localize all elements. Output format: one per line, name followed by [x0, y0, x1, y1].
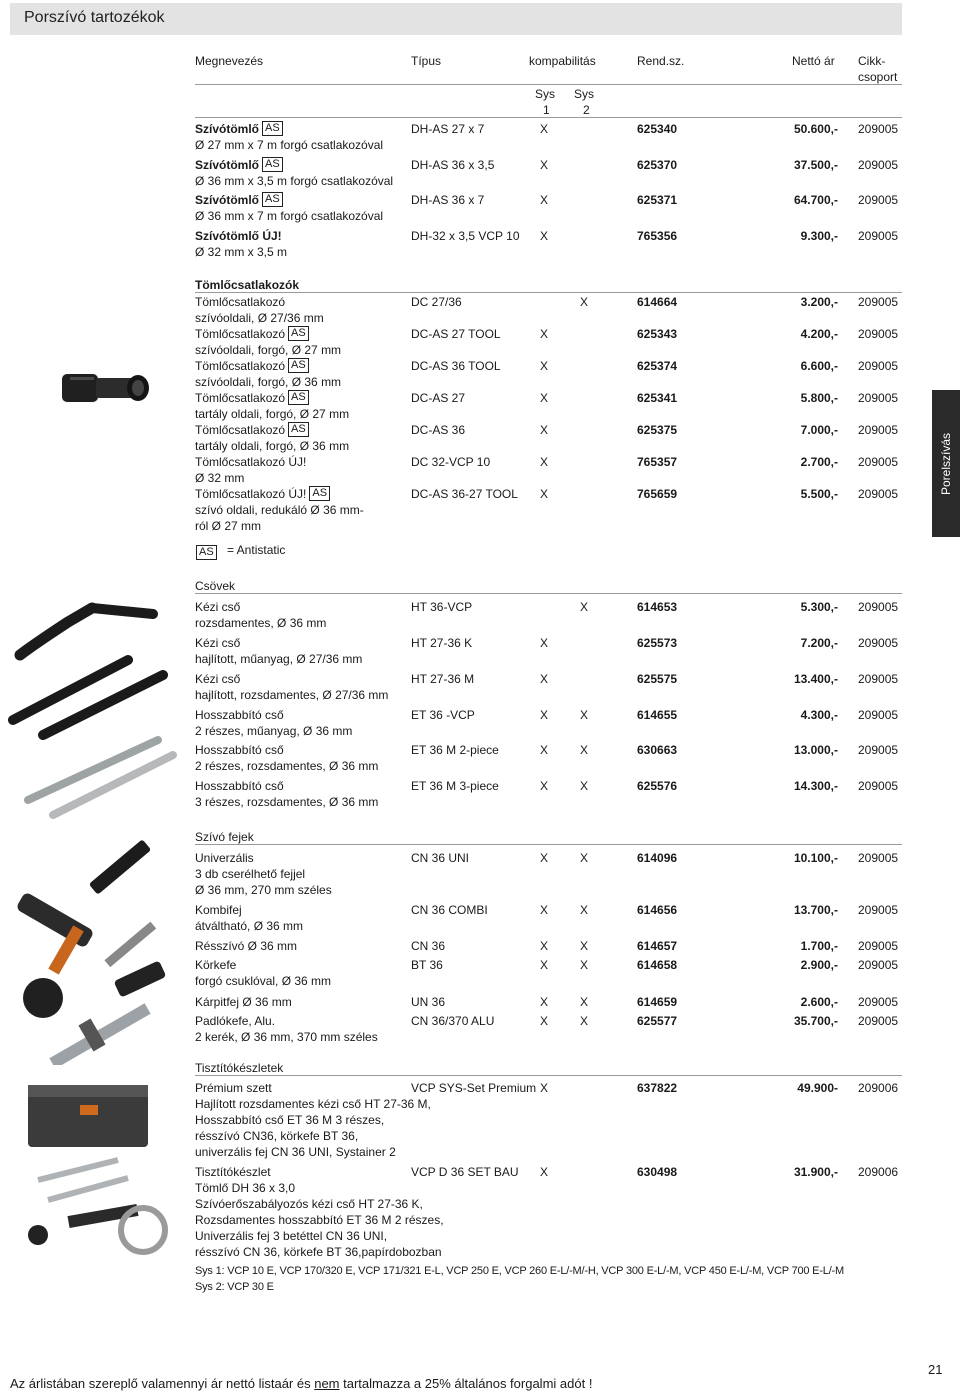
product-name: Univerzális: [195, 851, 254, 865]
sys2-compat-mark: X: [580, 939, 589, 953]
article-group: 209005: [858, 903, 899, 917]
product-description: Ø 27 mm x 7 m forgó csatlakozóval: [195, 138, 384, 152]
net-price: 13.000,-: [793, 743, 838, 757]
sys2-compat-mark: X: [580, 1014, 589, 1028]
order-number: 625371: [637, 193, 678, 207]
article-group: 209005: [858, 743, 899, 757]
set-content-line: Univerzális fej 3 betéttel CN 36 UNI,: [195, 1229, 388, 1243]
net-price: 6.600,-: [800, 359, 838, 373]
product-type: DH-AS 36 x 3,5: [411, 158, 495, 172]
article-group: 209006: [858, 1165, 899, 1179]
product-name: Tömlőcsatlakozó AS: [195, 358, 309, 374]
sys1-compat-mark: X: [540, 423, 549, 437]
article-group: 209005: [858, 672, 899, 686]
product-type: DC-AS 36-27 TOOL: [411, 487, 518, 501]
antistatic-badge: AS: [309, 486, 330, 501]
col-header-group-2: csoport: [858, 70, 898, 84]
product-description: átváltható, Ø 36 mm: [195, 919, 304, 933]
section-heading-csovek: Csövek: [195, 579, 236, 593]
antistatic-badge: AS: [288, 422, 309, 437]
sys1-compat-mark: X: [540, 359, 549, 373]
order-number: 625374: [637, 359, 678, 373]
order-number: 765357: [637, 455, 678, 469]
net-price: 3.200,-: [800, 295, 838, 309]
net-price: 5.800,-: [800, 391, 838, 405]
order-number: 625575: [637, 672, 678, 686]
sys1-compat-mark: X: [540, 455, 549, 469]
col-header-compat: kompabilitás: [529, 54, 596, 68]
product-type: VCP SYS-Set Premium: [411, 1081, 537, 1095]
order-number: 614653: [637, 600, 678, 614]
order-number: 614658: [637, 958, 678, 972]
product-type: BT 36: [411, 958, 443, 972]
article-group: 209005: [858, 487, 899, 501]
set-content-line: Szívóerőszabályozós kézi cső HT 27-36 K,: [195, 1197, 423, 1211]
product-name: Tömlőcsatlakozó ÚJ!: [195, 455, 307, 469]
sys2-compat-mark: X: [580, 779, 589, 793]
product-type: DH-AS 27 x 7: [411, 122, 485, 136]
product-name: Tömlőcsatlakozó ÚJ! AS: [195, 486, 330, 502]
net-price: 35.700,-: [793, 1014, 838, 1028]
product-type: DC-AS 36 TOOL: [411, 359, 501, 373]
product-name: Tömlőcsatlakozó: [195, 295, 286, 309]
product-type: VCP D 36 SET BAU: [411, 1165, 519, 1179]
antistatic-badge: AS: [262, 157, 283, 172]
sys2-compat-mark: X: [580, 958, 589, 972]
product-name: Hosszabbító cső: [195, 743, 284, 757]
vat-disclaimer: Az árlistában szereplő valamennyi ár nettó listaár és nem tartalmazza a 25% általános forgalmi adót !: [10, 1376, 593, 1391]
suction-heads-image: [5, 820, 170, 1065]
hose-connector-image: [60, 368, 160, 408]
product-description: hajlított, rozsdamentes, Ø 27/36 mm: [195, 688, 389, 702]
product-description: 2 részes, műanyag, Ø 36 mm: [195, 724, 353, 738]
product-description: Ø 36 mm x 3,5 m forgó csatlakozóval: [195, 174, 394, 188]
article-group: 209006: [858, 1081, 899, 1095]
product-type: ET 36 M 2-piece: [411, 743, 499, 757]
net-price: 50.600,-: [793, 122, 838, 136]
net-price: 2.700,-: [800, 455, 838, 469]
page-title: Porszívó tartozékok: [24, 9, 165, 26]
order-number: 625343: [637, 327, 678, 341]
order-number: 614096: [637, 851, 678, 865]
order-number: 625577: [637, 1014, 678, 1028]
article-group: 209005: [858, 779, 899, 793]
product-name: Kézi cső: [195, 600, 241, 614]
article-group: 209005: [858, 158, 899, 172]
order-number: 614656: [637, 903, 678, 917]
net-price: 49.900-: [797, 1081, 838, 1095]
product-description: szívóoldali, forgó, Ø 36 mm: [195, 375, 342, 389]
sys1-compat-mark: X: [540, 779, 549, 793]
product-description: 2 részes, rozsdamentes, Ø 36 mm: [195, 759, 379, 773]
order-number: 765659: [637, 487, 678, 501]
order-number: 625370: [637, 158, 678, 172]
product-description: szívóoldali, forgó, Ø 27 mm: [195, 343, 342, 357]
sys1-compat-mark: X: [540, 122, 549, 136]
sys1-compat-mark: X: [540, 487, 549, 501]
product-name: Kézi cső: [195, 636, 241, 650]
net-price: 37.500,-: [793, 158, 838, 172]
article-group: 209005: [858, 636, 899, 650]
section-heading-tomlocsatlakozok: Tömlőcsatlakozók: [195, 278, 300, 292]
product-name: Kombifej: [195, 903, 242, 917]
article-group: 209005: [858, 359, 899, 373]
set-content-line: résszívó CN 36, körkefe BT 36,papírdobozban: [195, 1245, 442, 1259]
product-description: forgó csuklóval, Ø 36 mm: [195, 974, 332, 988]
sys1-compat-mark: X: [540, 995, 549, 1009]
col-header-group-1: Cikk-: [858, 54, 886, 68]
col-header-sys2-b: 2: [583, 103, 590, 117]
product-name: Tömlőcsatlakozó AS: [195, 326, 309, 342]
order-number: 614655: [637, 708, 678, 722]
article-group: 209005: [858, 122, 899, 136]
product-description: hajlított, műanyag, Ø 27/36 mm: [195, 652, 363, 666]
antistatic-legend-badge: AS: [196, 545, 217, 560]
product-description: 3 db cserélhető fejjel: [195, 867, 306, 881]
product-description: szívóoldali, Ø 27/36 mm: [195, 311, 324, 325]
sys2-compat-mark: X: [580, 295, 589, 309]
product-type: DH-32 x 3,5 VCP 10: [411, 229, 520, 243]
article-group: 209005: [858, 327, 899, 341]
product-name: Tömlőcsatlakozó AS: [195, 390, 309, 406]
set-content-line: Tömlő DH 36 x 3,0: [195, 1181, 296, 1195]
product-name: Prémium szett: [195, 1081, 272, 1095]
footnote-sys2: Sys 2: VCP 30 E: [195, 1281, 274, 1293]
article-group: 209005: [858, 295, 899, 309]
article-group: 209005: [858, 851, 899, 865]
net-price: 14.300,-: [793, 779, 838, 793]
sys1-compat-mark: X: [540, 958, 549, 972]
net-price: 13.700,-: [793, 903, 838, 917]
article-group: 209005: [858, 708, 899, 722]
page-number: 21: [928, 1362, 943, 1377]
sys2-compat-mark: X: [580, 851, 589, 865]
product-type: HT 36-VCP: [411, 600, 473, 614]
product-name: Hosszabbító cső: [195, 708, 284, 722]
section-heading-szivo-fejek: Szívó fejek: [195, 830, 254, 844]
product-name: Tisztítókészlet: [195, 1165, 271, 1179]
sys1-compat-mark: X: [540, 391, 549, 405]
net-price: 5.500,-: [800, 487, 838, 501]
product-name: Padlókefe, Alu.: [195, 1014, 276, 1028]
product-type: CN 36 COMBI: [411, 903, 488, 917]
col-header-sys1-a: Sys: [535, 87, 556, 101]
sys2-compat-mark: X: [580, 743, 589, 757]
col-header-sys2-a: Sys: [574, 87, 595, 101]
sys2-compat-mark: X: [580, 995, 589, 1009]
antistatic-badge: AS: [288, 358, 309, 373]
sys1-compat-mark: X: [540, 743, 549, 757]
net-price: 5.300,-: [800, 600, 838, 614]
sys2-compat-mark: X: [580, 708, 589, 722]
product-description: tartály oldali, forgó, Ø 27 mm: [195, 407, 350, 421]
side-category-label: Porelszívás: [939, 432, 953, 495]
sys1-compat-mark: X: [540, 1014, 549, 1028]
product-type: DC-AS 36: [411, 423, 466, 437]
sys1-compat-mark: X: [540, 903, 549, 917]
section-heading-tisztitokeszletek: Tisztítókészletek: [195, 1061, 284, 1075]
net-price: 4.300,-: [800, 708, 838, 722]
order-number: 765356: [637, 229, 678, 243]
product-name: Tömlőcsatlakozó AS: [195, 422, 309, 438]
net-price: 2.600,-: [800, 995, 838, 1009]
product-type: DC 32-VCP 10: [411, 455, 491, 469]
product-name: Szívótömlő ÚJ!: [195, 229, 282, 243]
set-content-line: univerzális fej CN 36 UNI, Systainer 2: [195, 1145, 396, 1159]
article-group: 209005: [858, 193, 899, 207]
net-price: 4.200,-: [800, 327, 838, 341]
product-name: Hosszabbító cső: [195, 779, 284, 793]
net-price: 13.400,-: [793, 672, 838, 686]
product-type: DC-AS 27 TOOL: [411, 327, 501, 341]
section-rule: [195, 844, 902, 845]
product-type: CN 36/370 ALU: [411, 1014, 495, 1028]
product-name: Szívótömlő AS: [195, 121, 283, 137]
product-name: Kézi cső: [195, 672, 241, 686]
sys1-compat-mark: X: [540, 1081, 549, 1095]
set-content-line: résszívó CN36, körkefe BT 36,: [195, 1129, 359, 1143]
product-description: szívó oldali, redukáló Ø 36 mm-: [195, 503, 364, 517]
product-description: Ø 36 mm, 270 mm széles: [195, 883, 332, 897]
order-number: 614664: [637, 295, 678, 309]
page-header-bar: [10, 3, 902, 35]
set-content-line: Hosszabbító cső ET 36 M 3 részes,: [195, 1113, 385, 1127]
product-description: 3 részes, rozsdamentes, Ø 36 mm: [195, 795, 379, 809]
net-price: 10.100,-: [793, 851, 838, 865]
order-number: 614657: [637, 939, 678, 953]
article-group: 209005: [858, 423, 899, 437]
product-description: ról Ø 27 mm: [195, 519, 262, 533]
col-header-type: Típus: [411, 54, 442, 68]
net-price: 31.900,-: [793, 1165, 838, 1179]
product-description: Ø 32 mm: [195, 471, 245, 485]
net-price: 7.000,-: [800, 423, 838, 437]
order-number: 625340: [637, 122, 678, 136]
col-header-rend: Rend.sz.: [637, 54, 685, 68]
order-number: 630663: [637, 743, 678, 757]
net-price: 9.300,-: [800, 229, 838, 243]
product-type: CN 36: [411, 939, 446, 953]
sys1-compat-mark: X: [540, 672, 549, 686]
product-type: DC-AS 27: [411, 391, 466, 405]
order-number: 625341: [637, 391, 678, 405]
section-rule: [195, 593, 902, 594]
product-type: CN 36 UNI: [411, 851, 470, 865]
sys2-compat-mark: X: [580, 903, 589, 917]
sys1-compat-mark: X: [540, 158, 549, 172]
net-price: 2.900,-: [800, 958, 838, 972]
antistatic-legend-text: = Antistatic: [227, 543, 286, 557]
antistatic-badge: AS: [262, 121, 283, 136]
article-group: 209005: [858, 939, 899, 953]
header-rule: [195, 84, 902, 85]
tubes-image: [8, 600, 178, 830]
product-description: Ø 32 mm x 3,5 m: [195, 245, 288, 259]
product-type: HT 27-36 M: [411, 672, 475, 686]
cleaning-set-image: [8, 1070, 173, 1260]
section-rule: [195, 1075, 902, 1076]
product-description: tartály oldali, forgó, Ø 36 mm: [195, 439, 350, 453]
col-header-name: Megnevezés: [195, 54, 264, 68]
sys1-compat-mark: X: [540, 327, 549, 341]
order-number: 625573: [637, 636, 678, 650]
product-type: ET 36 -VCP: [411, 708, 475, 722]
sys1-compat-mark: X: [540, 229, 549, 243]
sys1-compat-mark: X: [540, 708, 549, 722]
product-name: Körkefe: [195, 958, 237, 972]
sys1-compat-mark: X: [540, 939, 549, 953]
side-category-tab: [932, 390, 960, 537]
sys1-compat-mark: X: [540, 193, 549, 207]
product-type: HT 27-36 K: [411, 636, 473, 650]
product-name: Szívótömlő AS: [195, 192, 283, 208]
product-description: Ø 36 mm x 7 m forgó csatlakozóval: [195, 209, 384, 223]
article-group: 209005: [858, 600, 899, 614]
order-number: 630498: [637, 1165, 678, 1179]
section-rule: [195, 292, 902, 293]
net-price: 1.700,-: [800, 939, 838, 953]
sys1-compat-mark: X: [540, 636, 549, 650]
order-number: 625375: [637, 423, 678, 437]
net-price: 64.700,-: [793, 193, 838, 207]
sys1-compat-mark: X: [540, 1165, 549, 1179]
product-type: ET 36 M 3-piece: [411, 779, 499, 793]
subheader-rule: [195, 117, 902, 118]
product-name: Résszívó Ø 36 mm: [195, 939, 298, 953]
sys2-compat-mark: X: [580, 600, 589, 614]
article-group: 209005: [858, 455, 899, 469]
antistatic-badge: AS: [288, 326, 309, 341]
set-content-line: Rozsdamentes hosszabbító ET 36 M 2 részes,: [195, 1213, 444, 1227]
article-group: 209005: [858, 958, 899, 972]
product-description: 2 kerék, Ø 36 mm, 370 mm széles: [195, 1030, 378, 1044]
antistatic-badge: AS: [288, 390, 309, 405]
order-number: 625576: [637, 779, 678, 793]
col-header-sys1-b: 1: [543, 103, 550, 117]
product-description: rozsdamentes, Ø 36 mm: [195, 616, 327, 630]
col-header-price: Nettó ár: [792, 54, 835, 68]
article-group: 209005: [858, 391, 899, 405]
set-content-line: Hajlított rozsdamentes kézi cső HT 27-36 M,: [195, 1097, 431, 1111]
net-price: 7.200,-: [800, 636, 838, 650]
article-group: 209005: [858, 995, 899, 1009]
article-group: 209005: [858, 229, 899, 243]
sys1-compat-mark: X: [540, 851, 549, 865]
product-name: Kárpitfej Ø 36 mm: [195, 995, 292, 1009]
antistatic-badge: AS: [262, 192, 283, 207]
product-type: DC 27/36: [411, 295, 462, 309]
article-group: 209005: [858, 1014, 899, 1028]
order-number: 614659: [637, 995, 678, 1009]
product-type: DH-AS 36 x 7: [411, 193, 485, 207]
order-number: 637822: [637, 1081, 678, 1095]
footnote-sys1: Sys 1: VCP 10 E, VCP 170/320 E, VCP 171/321 E-L, VCP 250 E, VCP 260 E-L/-M/-H, VCP 300 E-L/-M, VCP 450 E-L/-M, VCP 700 E-L/-M: [195, 1265, 844, 1277]
product-type: UN 36: [411, 995, 446, 1009]
product-name: Szívótömlő AS: [195, 157, 283, 173]
